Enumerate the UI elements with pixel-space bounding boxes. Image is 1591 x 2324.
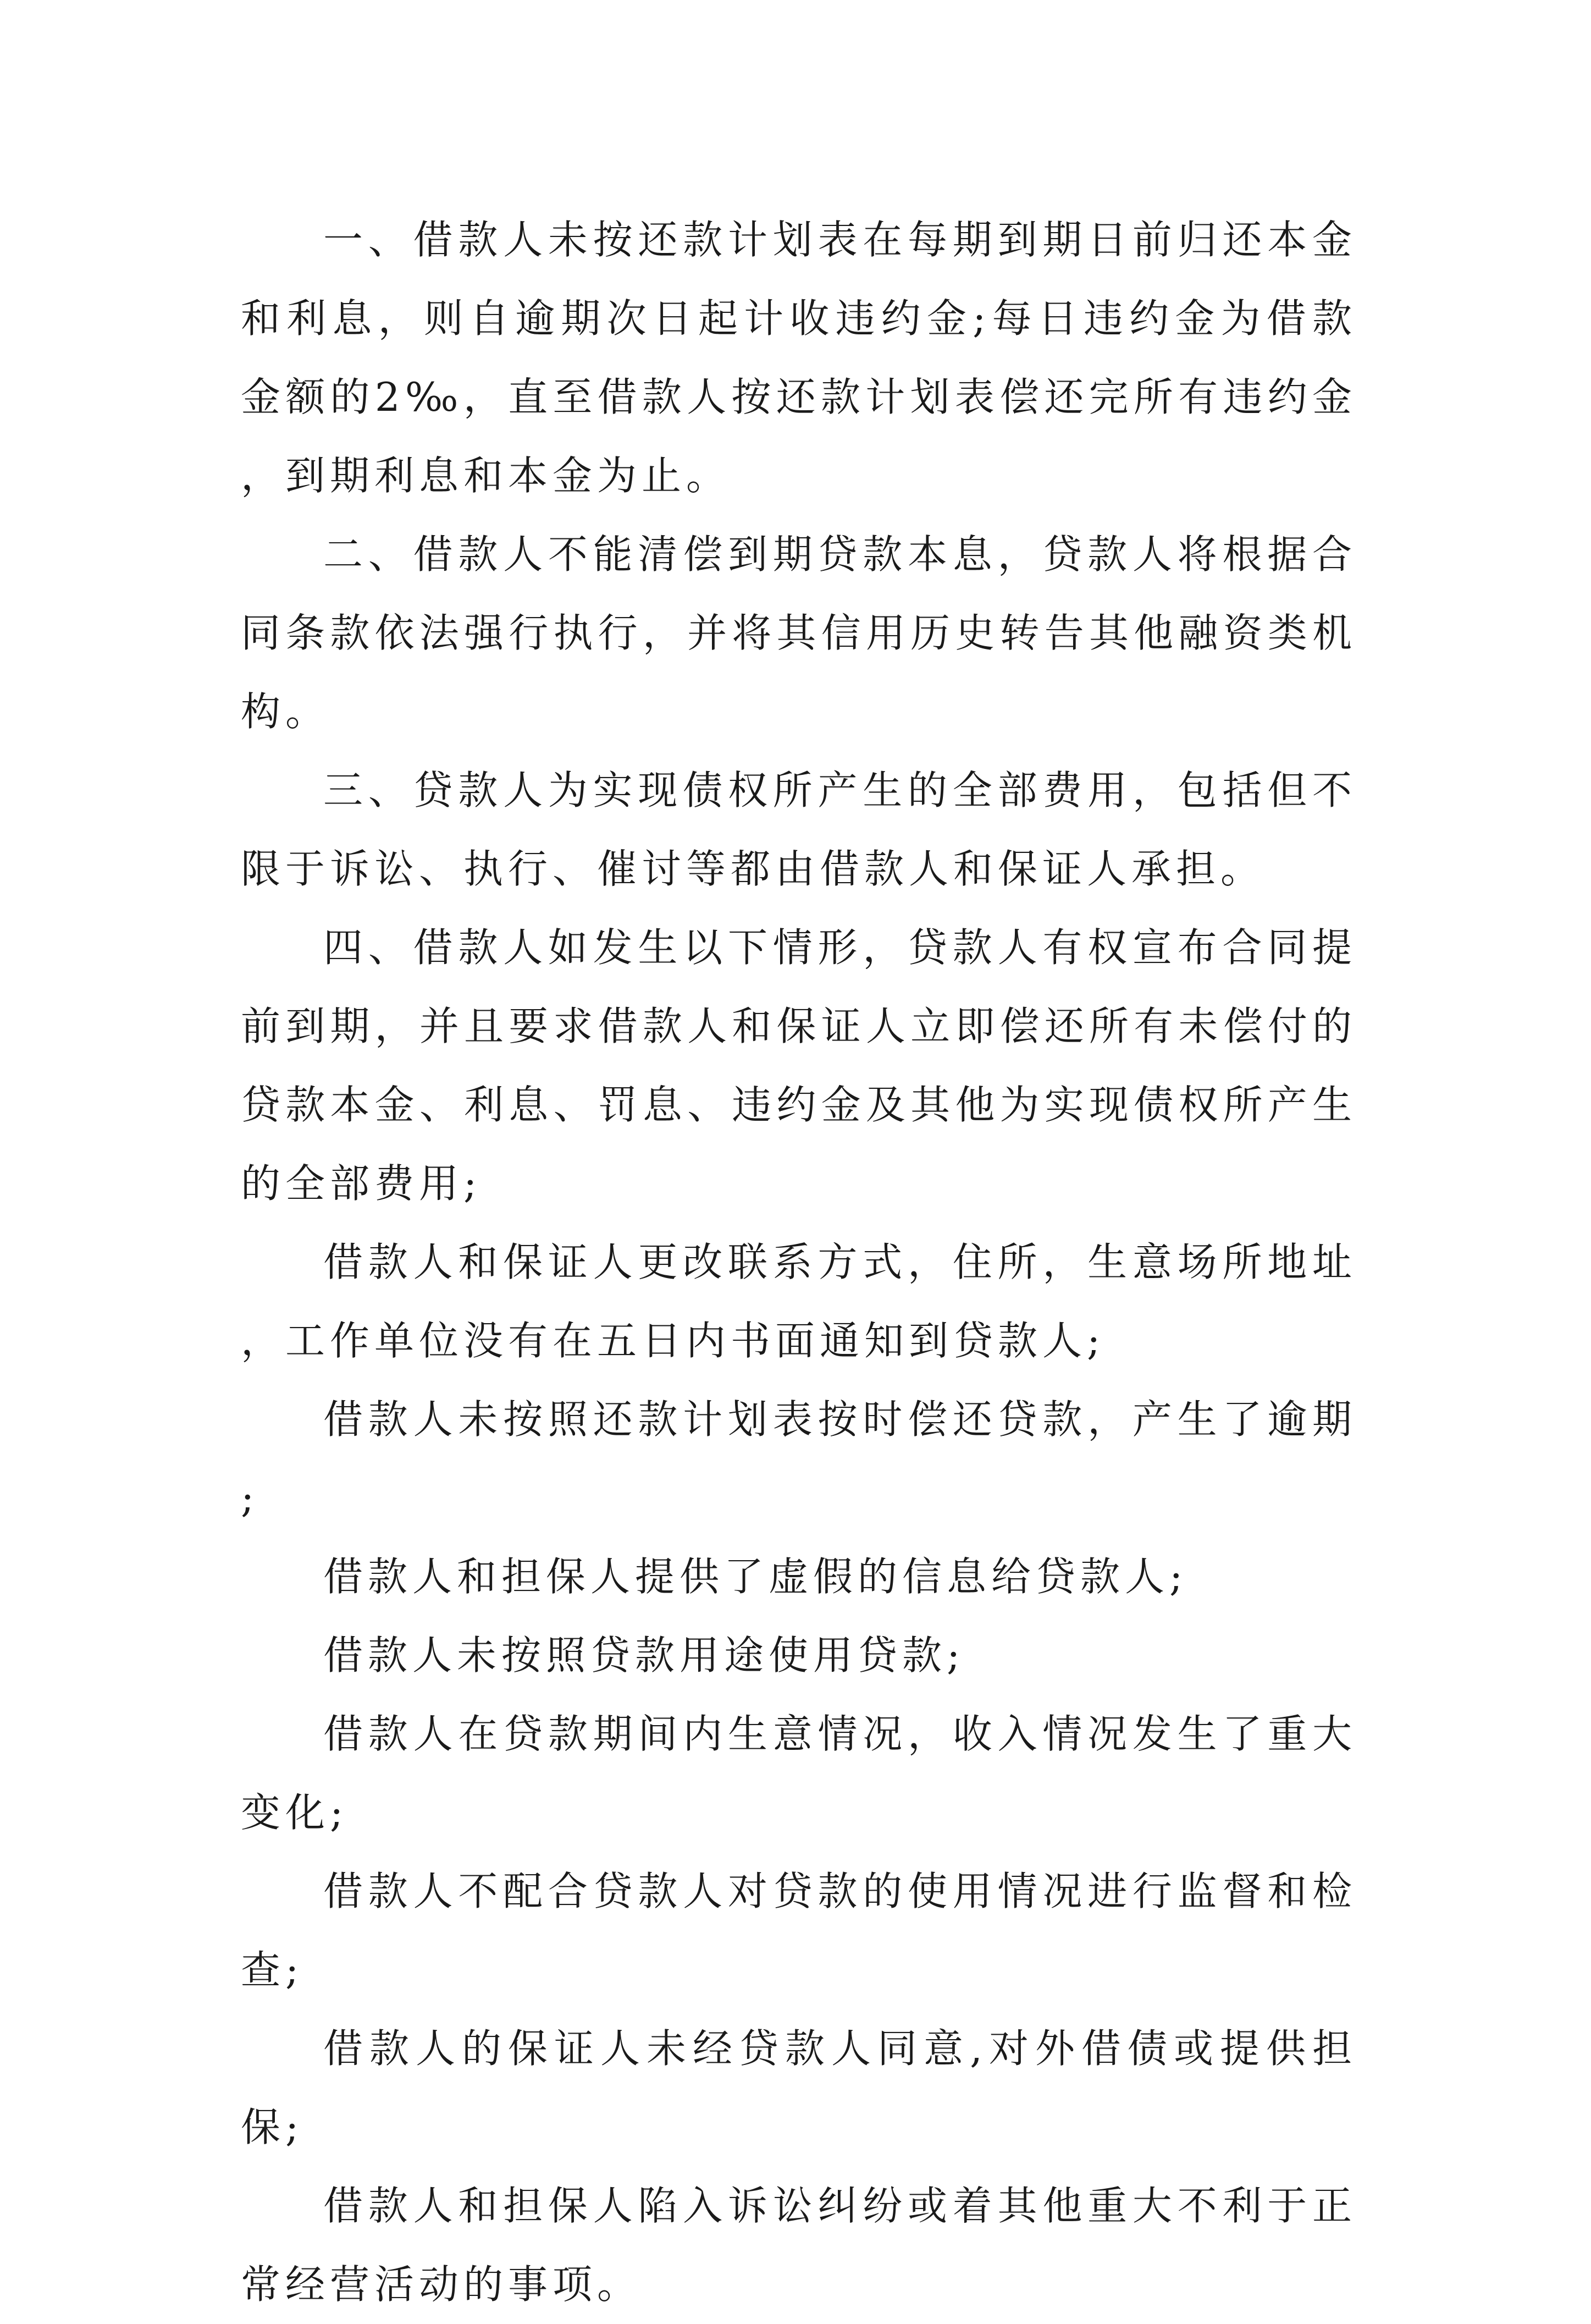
paragraph-misuse: 借款人未按照贷款用途使用贷款; — [323, 1632, 965, 1678]
paragraph-enforcement: 二、借款人不能清偿到期贷款本息，贷款人将根据合同条款依法强行执行，并将其信用历史转告其他融资类机构。 — [241, 531, 1357, 735]
paragraph-non-cooperation: 借款人不配合贷款人对贷款的使用情况进行监督和检查; — [241, 1868, 1357, 1993]
paragraph-collection-costs: 三、贷款人为实现债权所产生的全部费用，包括但不限于诉讼、执行、催讨等都由借款人和保证人承担。 — [241, 767, 1357, 892]
paragraph-overdue: 借款人未按照还款计划表按时偿还贷款，产生了逾期; — [241, 1396, 1357, 1521]
paragraph-business-change: 借款人在贷款期间内生意情况，收入情况发生了重大变化; — [241, 1711, 1357, 1836]
paragraph-acceleration: 四、借款人如发生以下情形，贷款人有权宣布合同提前到期，并且要求借款人和保证人立即偿还所有未偿付的贷款本金、利息、罚息、违约金及其他为实现债权所产生的全部费用; — [241, 924, 1357, 1207]
paragraph-guarantor-debt: 借款人的保证人未经贷款人同意,对外借债或提供担保; — [241, 2025, 1357, 2150]
paragraph-contact-change: 借款人和保证人更改联系方式，住所，生意场所地址，工作单位没有在五日内书面通知到贷款人; — [241, 1239, 1357, 1364]
paragraph-default-penalty: 一、借款人未按还款计划表在每期到期日前归还本金和利息，则自逾期次日起计收违约金;每日违约金为借款金额的2‰，直至借款人按还款计划表偿还完所有违约金，到期利息和本金为止。 — [241, 217, 1357, 499]
paragraph-litigation: 借款人和担保人陷入诉讼纠纷或着其他重大不利于正常经营活动的事项。 — [241, 2183, 1357, 2308]
paragraph-false-information: 借款人和担保人提供了虚假的信息给贷款人; — [323, 1554, 1188, 1600]
document-body — [241, 201, 1357, 2324]
